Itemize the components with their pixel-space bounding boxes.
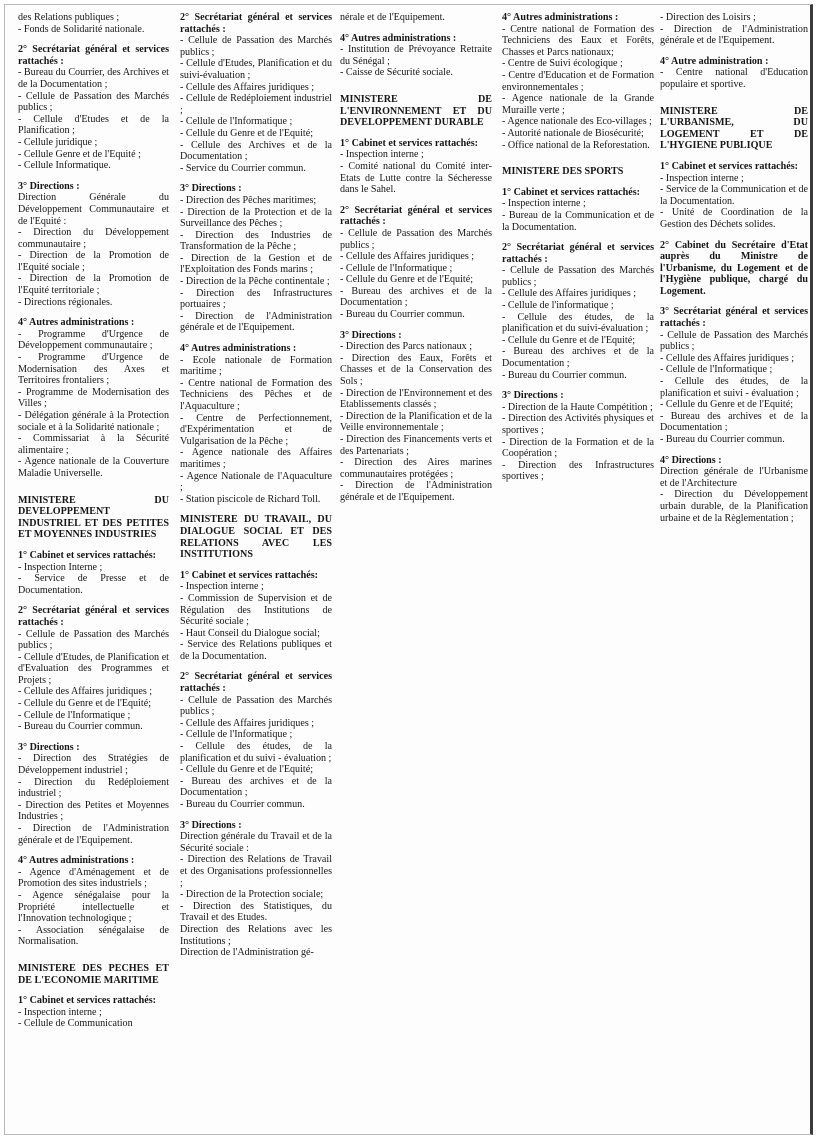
list-item: - Direction des Petites et Moyennes Industries ; bbox=[18, 799, 169, 823]
list-item: - Cellule de l'informatique ; bbox=[502, 300, 614, 312]
list-item: - Bureau de la Communication et de la Documentation. bbox=[502, 209, 654, 233]
text-column-4 bbox=[502, 12, 654, 483]
list-item: - Direction du Développement communautaire ; bbox=[18, 227, 169, 250]
section-heading: 3° Directions : bbox=[502, 390, 564, 402]
list-item: - Bureau du Courrier commun. bbox=[340, 309, 465, 321]
list-item: - Direction des Pêches maritimes; bbox=[180, 194, 317, 206]
list-item: - Association sénégalaise de Normalisation. bbox=[18, 924, 169, 948]
section-heading: 2° Secrétariat général et services rattachés : bbox=[180, 12, 332, 35]
list-item: - Cellule de Passation des Marchés publics ; bbox=[660, 329, 808, 353]
list-item: - Centre national d'Education populaire et sportive. bbox=[660, 67, 808, 90]
list-item: - Inspection interne ; bbox=[180, 581, 264, 593]
list-item: - Bureau des archives et de la Documentation ; bbox=[340, 285, 492, 309]
list-item: - Office national de la Reforestation. bbox=[502, 139, 650, 151]
list-item: - Cellule du Genre et de l'Equité; bbox=[660, 399, 793, 411]
section-heading: 4° Autres administrations : bbox=[18, 317, 135, 329]
list-item: - Direction des Loisirs ; bbox=[660, 12, 756, 23]
list-item: - Cellule de Passation des Marchés publics ; bbox=[340, 227, 492, 251]
section-heading: 3° Directions : bbox=[340, 329, 402, 341]
list-item: - Service de Presse et de Documentation. bbox=[18, 573, 169, 596]
list-item: - Direction de l'Environnement et des Etablissements classés ; bbox=[340, 387, 492, 411]
list-item: - Délégation générale à la Protection sociale et à la Solidarité nationale ; bbox=[18, 410, 169, 433]
list-item: - Bureau des archives et de la Documentation ; bbox=[660, 410, 808, 434]
list-item: - Service de la Communication et de la Documentation. bbox=[660, 184, 808, 207]
list-item: - Direction des Stratégies de Développement industriel ; bbox=[18, 753, 169, 777]
list-item: - Cellule de Passation des Marchés publics ; bbox=[502, 265, 654, 288]
list-item: - Bureau du Courrier commun. bbox=[18, 721, 143, 733]
list-item: - Cellule des Affaires juridiques ; bbox=[18, 686, 153, 698]
list-item: - Cellule des Affaires juridiques ; bbox=[660, 352, 795, 364]
list-item: - Directions régionales. bbox=[18, 296, 113, 308]
section-heading: 4° Autres administrations : bbox=[18, 855, 135, 867]
list-item: - Cellule des études, de la planification et du suivi-évaluation ; bbox=[502, 311, 654, 335]
list-item: - Bureau du Courrier, des Archives et de la Documentation ; bbox=[18, 67, 169, 90]
list-item: - Direction de l'Administration générale et de l'Equipement. bbox=[340, 480, 492, 503]
list-item: - Cellule Informatique. bbox=[18, 160, 111, 172]
section-heading: 1° Cabinet et services rattachés: bbox=[180, 569, 319, 581]
list-item: - Institution de Prévoyance Retraite du Sénégal ; bbox=[340, 44, 492, 67]
ministry-heading: MINISTERE DE L'URBANISME, DU LOGEMENT ET DE L'HYGIENE PUBLIQUE bbox=[660, 105, 808, 152]
list-item: - Autorité nationale de Biosécurité; bbox=[502, 127, 644, 139]
list-item: - Haut Conseil du Dialogue social; bbox=[180, 627, 320, 639]
list-item: - Cellule de Communication bbox=[18, 1018, 133, 1030]
list-item: - Caisse de Sécurité sociale. bbox=[340, 67, 453, 79]
list-item: - Cellule de Passation des Marchés publics ; bbox=[18, 90, 169, 114]
section-heading: 4° Directions : bbox=[660, 454, 722, 466]
list-item: - Direction de la Protection sociale; bbox=[180, 889, 324, 901]
list-item: - Cellule des Archives et de la Documentation ; bbox=[180, 139, 332, 163]
list-item: - Centre de Suivi écologique ; bbox=[502, 58, 623, 70]
list-item: - Direction de la Protection et de la Surveillance des Pêches ; bbox=[180, 206, 332, 230]
list-item: - Inspection interne ; bbox=[660, 172, 744, 184]
list-item: - Direction des Parcs nationaux ; bbox=[340, 341, 473, 353]
list-item: - Cellule du Genre et de l'Equité; bbox=[502, 334, 635, 346]
section-heading: 1° Cabinet et services rattachés: bbox=[340, 137, 479, 149]
list-item: - Cellule du Genre et de l'Equité; bbox=[180, 127, 313, 139]
list-item: - Agence nationale de la Grande Muraille verte ; bbox=[502, 93, 654, 116]
section-heading: 2° Secrétariat général et services rattachés : bbox=[502, 242, 654, 265]
list-item: - Centre national de Formation des Techniciens des Eaux et Forêts, Chasses et Parcs nationaux; bbox=[502, 23, 654, 58]
section-heading: 3° Directions : bbox=[18, 180, 80, 192]
list-item: - Inspection interne ; bbox=[502, 198, 586, 210]
list-item: nérale et de l'Equipement. bbox=[340, 12, 445, 23]
list-item: - Direction de la Formation et de la Coopération ; bbox=[502, 436, 654, 460]
section-heading: 2° Secrétariat général et services rattachés : bbox=[340, 204, 492, 228]
list-item: - Cellule de l'Informatique ; bbox=[340, 262, 453, 274]
list-item: - Direction des Statistiques, du Travail et des Etudes. bbox=[180, 900, 332, 924]
section-heading: 4° Autres administrations : bbox=[502, 12, 619, 23]
list-item: - Direction des Infrastructures sportives ; bbox=[502, 459, 654, 483]
list-item: - Ecole nationale de Formation maritime ; bbox=[180, 354, 332, 378]
section-heading: 3° Directions : bbox=[180, 183, 242, 195]
section-heading: 3° Directions : bbox=[18, 741, 80, 753]
list-item: - Direction des Eaux, Forêts et Chasses et de la Conservation des Sols ; bbox=[340, 352, 492, 388]
list-item: - Cellule de Passation des Marchés publics ; bbox=[180, 35, 332, 58]
list-item: - Direction de la Promotion de l'Equité territoriale ; bbox=[18, 273, 169, 297]
list-item: - Cellule des Affaires juridiques ; bbox=[340, 251, 475, 263]
list-item: - Cellule de l'Informatique ; bbox=[660, 364, 773, 376]
list-item: - Bureau du Courrier commun. bbox=[660, 434, 785, 445]
list-item: - Bureau du Courrier commun. bbox=[180, 799, 305, 810]
list-item: - Cellule de l'Informatique ; bbox=[180, 116, 293, 128]
section-heading: 4° Autres administrations : bbox=[340, 32, 457, 44]
list-item: - Cellule du Genre et de l'Equité; bbox=[340, 274, 473, 286]
list-item: - Cellule juridique ; bbox=[18, 136, 98, 148]
list-item: - Cellule de l'Informatique ; bbox=[18, 709, 131, 721]
section-heading: 4° Autre administration : bbox=[660, 55, 769, 67]
list-item: - Programme de Modernisation des Villes ; bbox=[18, 386, 169, 410]
list-item: - Programme d'Urgence de Développement communautaire ; bbox=[18, 328, 169, 352]
list-item: Direction générale du Travail et de la Sécurité sociale : bbox=[180, 831, 332, 854]
list-item: - Agence nationale des Eco-villages ; bbox=[502, 116, 652, 128]
list-item: - Cellule de l'Informatique ; bbox=[180, 729, 293, 741]
list-item: - Cellule des études, de la planification et suivi - évaluation ; bbox=[660, 376, 808, 399]
list-item: - Agence nationale des Affaires maritimes ; bbox=[180, 447, 332, 470]
ministry-heading: MINISTERE DES SPORTS bbox=[502, 166, 624, 178]
document-page bbox=[4, 4, 813, 1135]
section-heading: 2° Secrétariat général et services rattachés : bbox=[180, 671, 332, 695]
list-item: - Cellule des Affaires juridiques ; bbox=[180, 81, 315, 93]
list-item: Direction des Relations avec les Institutions ; bbox=[180, 923, 332, 947]
list-item: - Bureau des archives et de la Documentation ; bbox=[502, 346, 654, 370]
list-item: - Cellule de Passation des Marchés publics ; bbox=[18, 628, 169, 652]
list-item: - Cellule du Genre et de l'Equité; bbox=[180, 764, 313, 776]
list-item: - Cellule du Genre et de l'Equité; bbox=[18, 698, 151, 710]
text-column-2 bbox=[180, 12, 332, 959]
list-item: - Station piscicole de Richard Toll. bbox=[180, 493, 321, 505]
section-heading: 1° Cabinet et services rattachés: bbox=[18, 995, 157, 1007]
list-item: - Agence nationale de la Couverture Maladie Universelle. bbox=[18, 456, 169, 479]
section-heading: 2° Cabinet du Secrétaire d'Etat auprès du Ministre de l'Urbanisme, du Logement et de l'Hygiène publique, chargé du Logement. bbox=[660, 239, 808, 297]
list-item: - Fonds de Solidarité nationale. bbox=[18, 23, 145, 35]
text-column-3 bbox=[340, 12, 492, 504]
list-item: - Inspection interne ; bbox=[18, 1006, 102, 1018]
list-item: - Direction de la Haute Compétition ; bbox=[502, 401, 653, 413]
list-item: - Direction du Développement urbain durable, de la Planification urbaine et de la Règlementation ; bbox=[660, 489, 808, 524]
text-column-1 bbox=[18, 12, 169, 1030]
list-item: - Inspection Interne ; bbox=[18, 561, 103, 573]
list-item: - Commissariat à la Sécurité alimentaire ; bbox=[18, 433, 169, 456]
ministry-heading: MINISTERE DES PECHES ET DE L'ECONOMIE MARITIME bbox=[18, 962, 169, 986]
list-item: - Commission de Supervision et de Régulation des Institutions de Sécurité sociale ; bbox=[180, 592, 332, 628]
ministry-heading: MINISTERE DU DEVELOPPEMENT INDUSTRIEL ET DES PETITES ET MOYENNES INDUSTRIES bbox=[18, 494, 169, 541]
section-heading: 3° Secrétariat général et services rattachés : bbox=[660, 306, 808, 330]
section-heading: 1° Cabinet et services rattachés: bbox=[660, 160, 799, 172]
list-item: - Centre de Perfectionnement, d'Expérimentation et de Vulgarisation de la Pêche ; bbox=[180, 412, 332, 447]
list-item: - Direction des Relations de Travail et des Organisations professionnelles ; bbox=[180, 854, 332, 889]
list-item: - Inspection interne ; bbox=[340, 149, 424, 161]
list-item: - Direction de l'Administration générale et de l'Equipement. bbox=[660, 23, 808, 47]
list-item: - Agence sénégalaise pour la Propriété intellectuelle et l'Innovation technologique ; bbox=[18, 889, 169, 925]
list-item: - Direction des Industries de Transformation de la Pêche ; bbox=[180, 229, 332, 253]
list-item: Direction Générale du Développement Communautaire et de l'Equité : bbox=[18, 192, 169, 227]
list-item: des Relations publiques ; bbox=[18, 12, 120, 23]
list-item: - Cellule de Redéploiement industriel ; bbox=[180, 93, 332, 116]
list-item: - Direction de la Promotion de l'Equité sociale ; bbox=[18, 250, 169, 273]
list-item: Direction de l'Administration gé- bbox=[180, 947, 314, 959]
list-item: - Direction des Infrastructures portuaires ; bbox=[180, 287, 332, 311]
list-item: - Direction des Financements verts et des Partenariats ; bbox=[340, 434, 492, 457]
text-column-5 bbox=[660, 12, 808, 524]
list-item: - Cellule d'Etudes et de la Planification ; bbox=[18, 113, 169, 137]
list-item: - Direction du Redéploiement industriel ; bbox=[18, 776, 169, 800]
section-heading: 1° Cabinet et services rattachés: bbox=[502, 186, 641, 198]
list-item: - Cellule Genre et de l'Equité ; bbox=[18, 148, 141, 160]
ministry-heading: MINISTERE DU TRAVAIL, DU DIALOGUE SOCIAL ET DES RELATIONS AVEC LES INSTITUTIONS bbox=[180, 514, 332, 561]
list-item: - Direction des Aires marines communautaires protégées ; bbox=[340, 457, 492, 480]
list-item: - Direction de l'Administration générale et de l'Equipement. bbox=[18, 823, 169, 846]
section-heading: 4° Autres administrations : bbox=[180, 343, 297, 355]
list-item: - Cellule des Affaires juridiques ; bbox=[502, 288, 637, 300]
list-item: - Bureau du Courrier commun. bbox=[502, 369, 627, 381]
list-item: - Service du Courrier commun. bbox=[180, 162, 306, 174]
list-item: - Cellule des études, de la planification et du suivi - évaluation ; bbox=[180, 741, 332, 764]
section-heading: 3° Directions : bbox=[180, 819, 242, 831]
section-heading: 2° Secrétariat général et services rattachés : bbox=[18, 44, 169, 67]
list-item: - Centre d'Education et de Formation environnementales ; bbox=[502, 69, 654, 93]
list-item: - Direction des Activités physiques et sportives ; bbox=[502, 413, 654, 436]
list-item: - Direction de l'Administration générale et de l'Equipement. bbox=[180, 310, 332, 334]
ministry-heading: MINISTERE DE L'ENVIRONNEMENT ET DU DEVELOPPEMENT DURABLE bbox=[340, 93, 492, 129]
list-item: - Cellule d'Etudes, Planification et du suivi-évaluation ; bbox=[180, 58, 332, 81]
list-item: - Service des Relations publiques et de la Documentation. bbox=[180, 639, 332, 662]
list-item: - Cellule d'Etudes, de Planification et d'Evaluation des Programmes et Projets ; bbox=[18, 651, 169, 686]
list-item: Direction générale de l'Urbanisme et de l'Architecture bbox=[660, 466, 808, 489]
list-item: - Agence Nationale de l'Aquaculture ; bbox=[180, 470, 332, 494]
list-item: - Centre national de Formation des Techniciens des Pêches et de l'Aquaculture ; bbox=[180, 377, 332, 412]
list-item: - Bureau des archives et de la Documentation ; bbox=[180, 775, 332, 799]
list-item: - Direction de la Pêche continentale ; bbox=[180, 276, 330, 288]
section-heading: 2° Secrétariat général et services rattachés : bbox=[18, 605, 169, 628]
list-item: - Cellule de Passation des Marchés publics ; bbox=[180, 694, 332, 718]
section-heading: 1° Cabinet et services rattachés: bbox=[18, 549, 157, 561]
list-item: - Programme d'Urgence de Modernisation des Axes et Territoires frontaliers ; bbox=[18, 352, 169, 387]
list-item: - Direction de la Planification et de la Veille environnementale ; bbox=[340, 410, 492, 434]
list-item: - Comité national du Comité inter-Etats de Lutte contre la Sécheresse dans le Sahel. bbox=[340, 160, 492, 196]
list-item: - Unité de Coordination de la Gestion des Déchets solides. bbox=[660, 207, 808, 230]
list-item: - Agence d'Aménagement et de Promotion des sites industriels ; bbox=[18, 866, 169, 890]
list-item: - Direction de la Gestion et de l'Exploitation des Fonds marins ; bbox=[180, 252, 332, 276]
list-item: - Cellule des Affaires juridiques ; bbox=[180, 717, 315, 729]
